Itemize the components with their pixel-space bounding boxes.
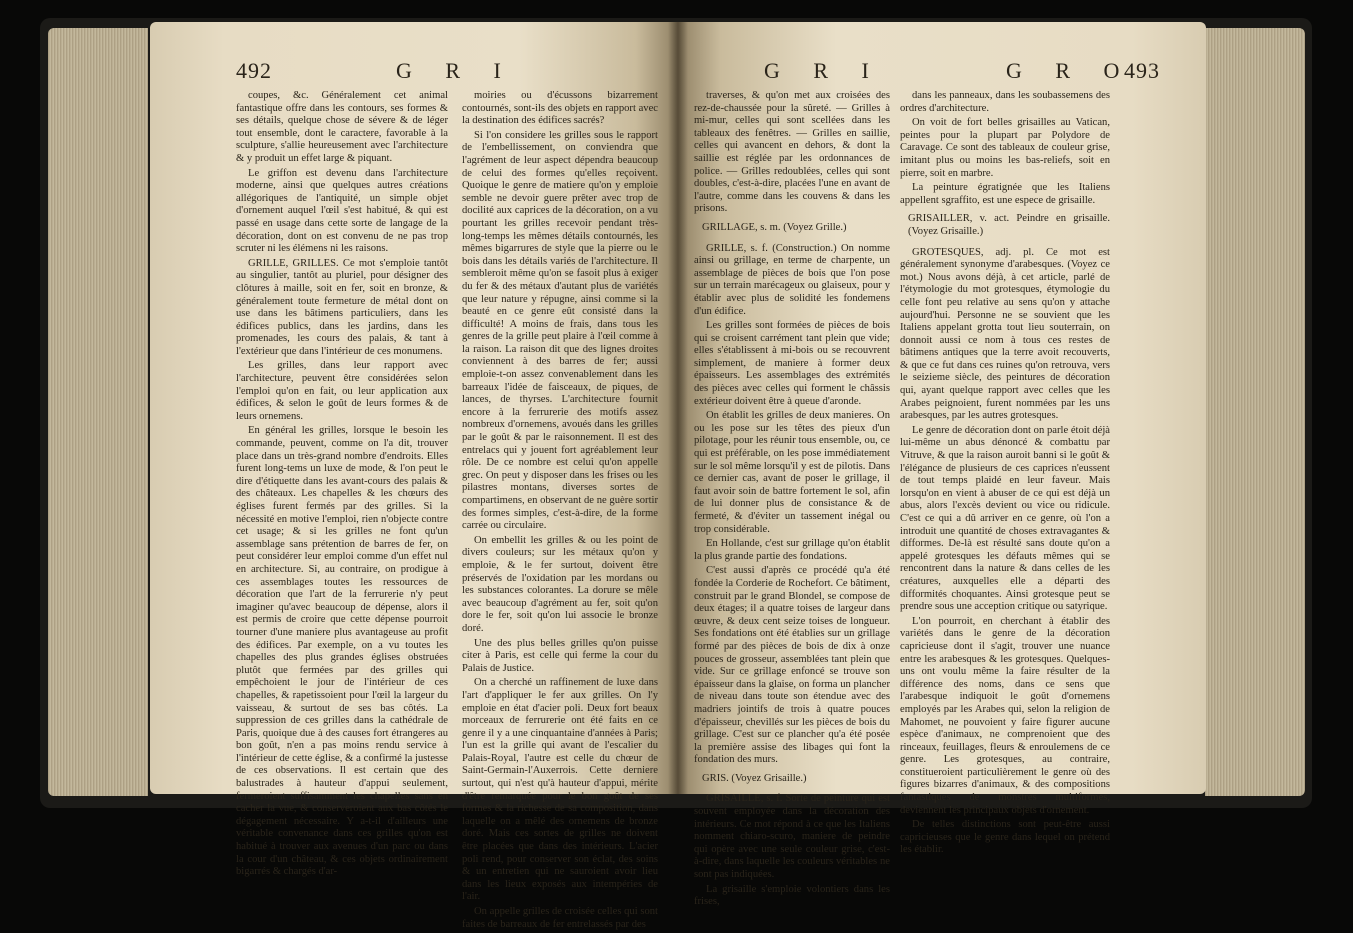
paragraph: De telles distinctions sont peut-être aussi capricieuses que le genre dans lequel on prétend les établir.: [900, 819, 1110, 856]
right-column-2: [900, 90, 1110, 859]
paragraph: On appelle grilles de croisée celles qui sont faites de barreaux de fer entrelassés par des: [462, 906, 658, 930]
left-column-2: [462, 90, 658, 933]
left-column-1: [236, 90, 448, 881]
paragraph: dans les panneaux, dans les soubassemens des ordres d'architecture.: [900, 90, 1110, 114]
paragraph: On établit les grilles de deux manieres. On ou les pose sur les têtes des pieux d'un pilotage, pour les réunir tous ensemble, ou, ce qui est préférable, on les pose immédiatement sur le sol même lorsqu'il y est de pilotis. Dans ce dernier cas, avant de poser le grillage, il faut avoir soin de battre fortement le sol, afin de lui donner plus de consistance & de fermeté, & d'éviter un tassement inégal ou trop considérable.: [694, 410, 890, 535]
paragraph: moiries ou d'écussons bizarrement contournés, sont-ils des objets en rapport avec la destination des édifices sacrés?: [462, 90, 658, 127]
paragraph: traverses, & qu'on met aux croisées des rez-de-chaussée pour la sûreté. — Grilles à mi-mur, celles qui sont scellées dans les tableaux des fenêtres. — Grilles en saillie, celles qui avancent en dehors, & dont la saillie est réglée par les ordonnances de police. — Grilles redoublées, celles qui sont doubles, c'est-à-dire, placées l'une en avant de l'autre, comme dans les couvens & dans les prisons.: [694, 90, 890, 215]
paragraph: Les grilles, dans leur rapport avec l'architecture, peuvent être considérées selon l'emploi qu'on en fait, ou leur application aux édifices, & selon le goût de leurs formes & de leurs ornemens.: [236, 360, 448, 422]
paragraph: Le genre de décoration dont on parle étoit déjà lui-même un abus dénoncé & combattu par Vitruve, & que la raison auroit banni si le goût & l'élégance de plusieurs de ces caprices n'eussent de tout temps plaidé en leur faveur. Mais lorsqu'on en vient à abuser de ce qui est déjà un abus, alors l'excès devient ou vice ou ridicule. C'est ce qui a dû arriver en ce genre, où l'on a introduit une quantité de choses extravagantes & difformes. De-là est résulté sans doute qu'on a appelé grotesques les défauts mêmes qui se rencontrent dans la nature & dans celles de les créatures, auxquelles elle a départi des difformités choquantes. Ainsi grotesque peut se prendre sous une acception critique ou satyrique.: [900, 424, 1110, 613]
book-gutter: [668, 22, 688, 794]
paragraph: L'on pourroit, en cherchant à établir des variétés dans le genre de la décoration capricieuse dont il s'agit, trouver une nuance entre les arabesques & les grotesques. Quelques-uns ont voulu même la faire résulter de la différence des noms, dans ce sens que l'arabesque indiquoit le goût d'ornemens employés par les Arabes qui, selon la religion de Mahomet, ne pouvoient y faire figurer aucune espèce d'animaux, ne comprenoient que des rinceaux, feuillages, fleurs & enroulemens de ce genre. Les grotesques, au contraire, constitueroient particulièrement le genre où des figures bizarres d'animaux, & des compositions fantastiques de monstres multiformes, deviennent les principaux objets d'ornement.: [900, 615, 1110, 816]
left-page-number: 492: [236, 58, 272, 83]
right-page-number: 493: [1124, 58, 1160, 83]
cross-reference: GRILLAGE, s. m. (Voyez Grille.): [702, 221, 847, 233]
paragraph: Les grilles sont formées de pièces de bois qui se croisent carrément tant plein que vide; elles s'établissent à mi-bois ou se recouvrent simplement, de maniere à former deux épaisseurs. Les assemblages des extrémités des pièces avec celles qui forment le châssis extérieur doivent être à queue d'aronde.: [694, 320, 890, 407]
paragraph: coupes, &c. Généralement cet animal fantastique offre dans les contours, ses formes & ses détails, quelque chose de sévere & de léger tout ensemble, dont le caractere, favorable à la sculpture, s'allie heureusement avec l'architecture & y produit un effet large & piquant.: [236, 90, 448, 164]
paragraph: On embellit les grilles & ou les point de divers couleurs; sur les métaux qu'on y emploie, & le fer surtout, doivent être préservés de l'oxidation par les mordans ou les substances colorantes. La dorure se mêle avec beaucoup d'agrément au fer, soit qu'on dore le fer, soit qu'on lui associe le bronze doré.: [462, 534, 658, 634]
left-running-head: G R I: [396, 58, 515, 83]
right-running-head-left: G R I: [764, 58, 883, 83]
paragraph: En Hollande, c'est sur grillage qu'on établit la plus grande partie des fondations.: [694, 538, 890, 562]
paragraph: On a cherché un raffinement de luxe dans l'art d'appliquer le fer aux grilles. On l'y emploie en état d'acier poli. Deux fort beaux morceaux de ferrurerie ont été faits en ce genre il y a une cinquantaine d'années à Paris; l'un est la grille qui avant de l'escalier du Palais-Royal, l'autre est celle du chœur de Saint-Germain-l'Auxerrois. Cette derniere surtout, qui n'est qu'à hauteur d'appui, mérite d'être remarquée pour le bon goût de ses formes & la richesse de sa composition, dans laquelle on a mêlé des ornemens de bronze doré. Mais ces sortes de grilles ne doivent être placées que dans des intérieurs. L'acier poli rend, pour conserver son éclat, des soins & un entretien qui ne sauroient avoir lieu dans les lieux exposés aux intempéries de l'air.: [462, 677, 658, 903]
paragraph: On voit de fort belles grisailles au Vatican, peintes pour la plupart par Polydore de Caravage. Ce sont des tableaux de couleur grise, imitant plus ou moins les bas-reliefs, soit en pierre, soit en marbre.: [900, 117, 1110, 179]
cross-reference: GRISAILLER, v. act. Peindre en grisaille. (Voyez Grisaille.): [908, 213, 1110, 237]
page-edges-right: [1205, 28, 1305, 796]
cross-reference: GRIS. (Voyez Grisaille.): [702, 772, 807, 784]
right-running-head-right: G R O: [1006, 58, 1134, 83]
right-column-1: [694, 90, 890, 911]
paragraph: Une des plus belles grilles qu'on puisse citer à Paris, est celle qui ferme la cour du Palais de Justice.: [462, 637, 658, 674]
paragraph: GROTESQUES, adj. pl. Ce mot est généralement synonyme d'arabesques. (Voyez ce mot.) Nous avons déjà, à cet article, parlé de l'étymologie du mot grotesques, étymologie du celle font peu relative au sens qu'on y attache aujourd'hui. Personne ne se souvient que les Italiens appelant grotta tout lieu souterrain, on donnoit aussi ce nom à tous ces restes de bâtimens antiques que la terre avoit recouverts, & que ce fut dans ces ruines qu'on retrouva, vers le seizieme siècle, des peintures de décoration qui, ayant quelque rapport avec celles que les Arabes peignoient, furent nommées par les uns arabesques, par les autres grotesques.: [900, 246, 1110, 422]
paragraph: Le griffon est devenu dans l'architecture moderne, ainsi que quelques autres créations allégoriques de l'antiquité, un simple objet d'ornement auquel l'œil s'est habitué, & qui est passé en usage dans cette sorte de langage de la décoration, dont on est convenu de ne pas trop scruter ni les élémens ni les raisons.: [236, 167, 448, 255]
paragraph: C'est aussi d'après ce procédé qu'a été fondée la Corderie de Rochefort. Ce bâtiment, construit par le grand Blondel, se compose de deux étages; il a quatre toises de largeur dans œuvre, & deux cent seize toises de longueur. Ses fondations ont été établies sur un grillage formé par des pièces de bois de dix à onze pouces de grosseur, assemblées tant plein que vide. Sur ce grillage enfoncé se trouve son épaisseur dans la glaise, on forma un plancher de niveau dans toute son étendue avec des madriers jointifs de trois à quatre pouces d'épaisseur, chevillés sur les pièces de bois du grillage. C'est sur ce plancher qu'a été posée la première assise des libages qui font la fondation des murs.: [694, 565, 890, 766]
paragraph: Si l'on considere les grilles sous le rapport de l'embellissement, on conviendra que l'agrément de leur aspect dépendra beaucoup de celui des formes qu'elles reçoivent. Quoique le genre de matiere qu'on y emploie semble ne devoir guere prêter avec trop de docilité aux caprices de la décoration, on a vu pourtant les grilles recevoir pendant très-long-temps les mêmes détails contournés, les mêmes bigarrures de style que la pierre ou le bois dans les détails variés de l'architecture. Il sembleroit même qu'on se fasoit plus à exiger du fer & des métaux d'autant plus de variétés que leur nature y répugne, ainsi comme si la beauté en ce genre eût consisté dans la difficulté! A moins de frais, dans tous les genres de la grille peut plaire à l'œil comme à la raison. La raison dit que des lignes droites conviennent à des barres de fer; aussi emploie-t-on assez convenablement dans les barreaux l'idée de faisceaux, de piques, de lances, de thyrses. L'architecture fournit encore à la ferrurerie des motifs assez nombreux d'ornemens, avoués dans les grilles par le goût & par le raisonnement. Il est des entrelacs qui y jouent fort agréablement leur rôle. De ce nombre est celui qu'on appelle grec. On peut y disposer dans les frises ou les pilastres montans, diverses sortes de compartimens, en observant de ne guère sortir des formes simples, c'est-à-dire, de la forme carrée ou circulaire.: [462, 129, 658, 532]
right-page: [678, 22, 1206, 908]
paragraph: GRILLE, s. f. (Construction.) On nomme ainsi ou grillage, en terme de charpente, un assemblage de pièces de bois que l'on pose sur un terrain marécageux ou glaiseux, pour y établir avec plus de solidité les fondemens d'un édifice.: [694, 242, 890, 317]
paragraph: En général les grilles, lorsque le besoin les commande, peuvent, comme on l'a dit, trouver place dans un très-grand nombre d'endroits. Elles furent long-tems un luxe de mode, & l'on peut le dire d'étiquette dans les avant-cours des palais & des châteaux. Les chapelles & les chœurs des églises furent fermés par des grilles. Si la nécessité en motive l'emploi, rien n'objecte contre cet usage; & si les grilles ne font qu'un assemblage sans prétention de barres de fer, on peut considérer leur emploi comme d'un effet nul en architecture. Si, au contraire, on prodigue à ces assemblages toutes les ressources de décoration que l'art de la ferrurerie n'y peut imaginer qu'avec beaucoup de dépense, alors il est permis de croire que cette dépense pourroit tourner d'une maniere plus avantageuse au profit des édifices. Par exemple, on a vu toutes les chapelles des plus grandes églises obstruées plutôt que fermées par des grilles qui empêchoient le jour de l'intérieur de ces chapelles, & rapetissoient pour l'œil la largeur du vaisseau, & surtout de ses bas côtés. La suppression de ces grilles dans la cathédrale de Paris, quoique due à des causes fort étrangeres au bon goût, n'en a pas moins rendu service à l'intérieur de cette église, & a confirmé la justesse de ces observations. Il est certain que des balustrades à hauteur d'appui seulement, fermeroient suffisamment les chapelles sans en cacher la vue, & conserveroient aux bas côtés le dégagement nécessaire. Y a-t-il d'ailleurs une véritable convenance dans ces grilles qu'on est habitué à trouver aux avenues d'un parc ou dans la cour d'un château, & ces objets ordinairement bigarrés & chargés d'ar-: [236, 425, 448, 878]
paragraph: GRILLE, GRILLES. Ce mot s'emploie tantôt au singulier, tantôt au pluriel, pour désigner des clôtures à maille, soit en fer, soit en bronze, & généralement toute fermeture de métal dont on use dans les bâtimens particuliers, dans les édifices publics, dans les jardins, dans les promenades, les cours des palais, & tant à l'extérieur que dans l'intérieur de ces monumens.: [236, 257, 448, 357]
paragraph: GRISAILLE, s. f. Sorte de peinture qui est souvent employée dans la décoration des intérieurs. Ce mot répond à ce que les Italiens nomment chiaro-scuro, maniere de peindre qui opère avec une seule couleur grise, c'est-à-dire, dans laquelle les couleurs véritables ne sont pas indiquées.: [694, 793, 890, 881]
paragraph: La peinture égratignée que les Italiens appellent sgraffito, est une espece de grisaille.: [900, 182, 1110, 206]
left-page: [150, 22, 678, 930]
paragraph: La grisaille s'emploie volontiers dans les frises,: [694, 883, 890, 908]
page-edges-left: [48, 28, 148, 796]
